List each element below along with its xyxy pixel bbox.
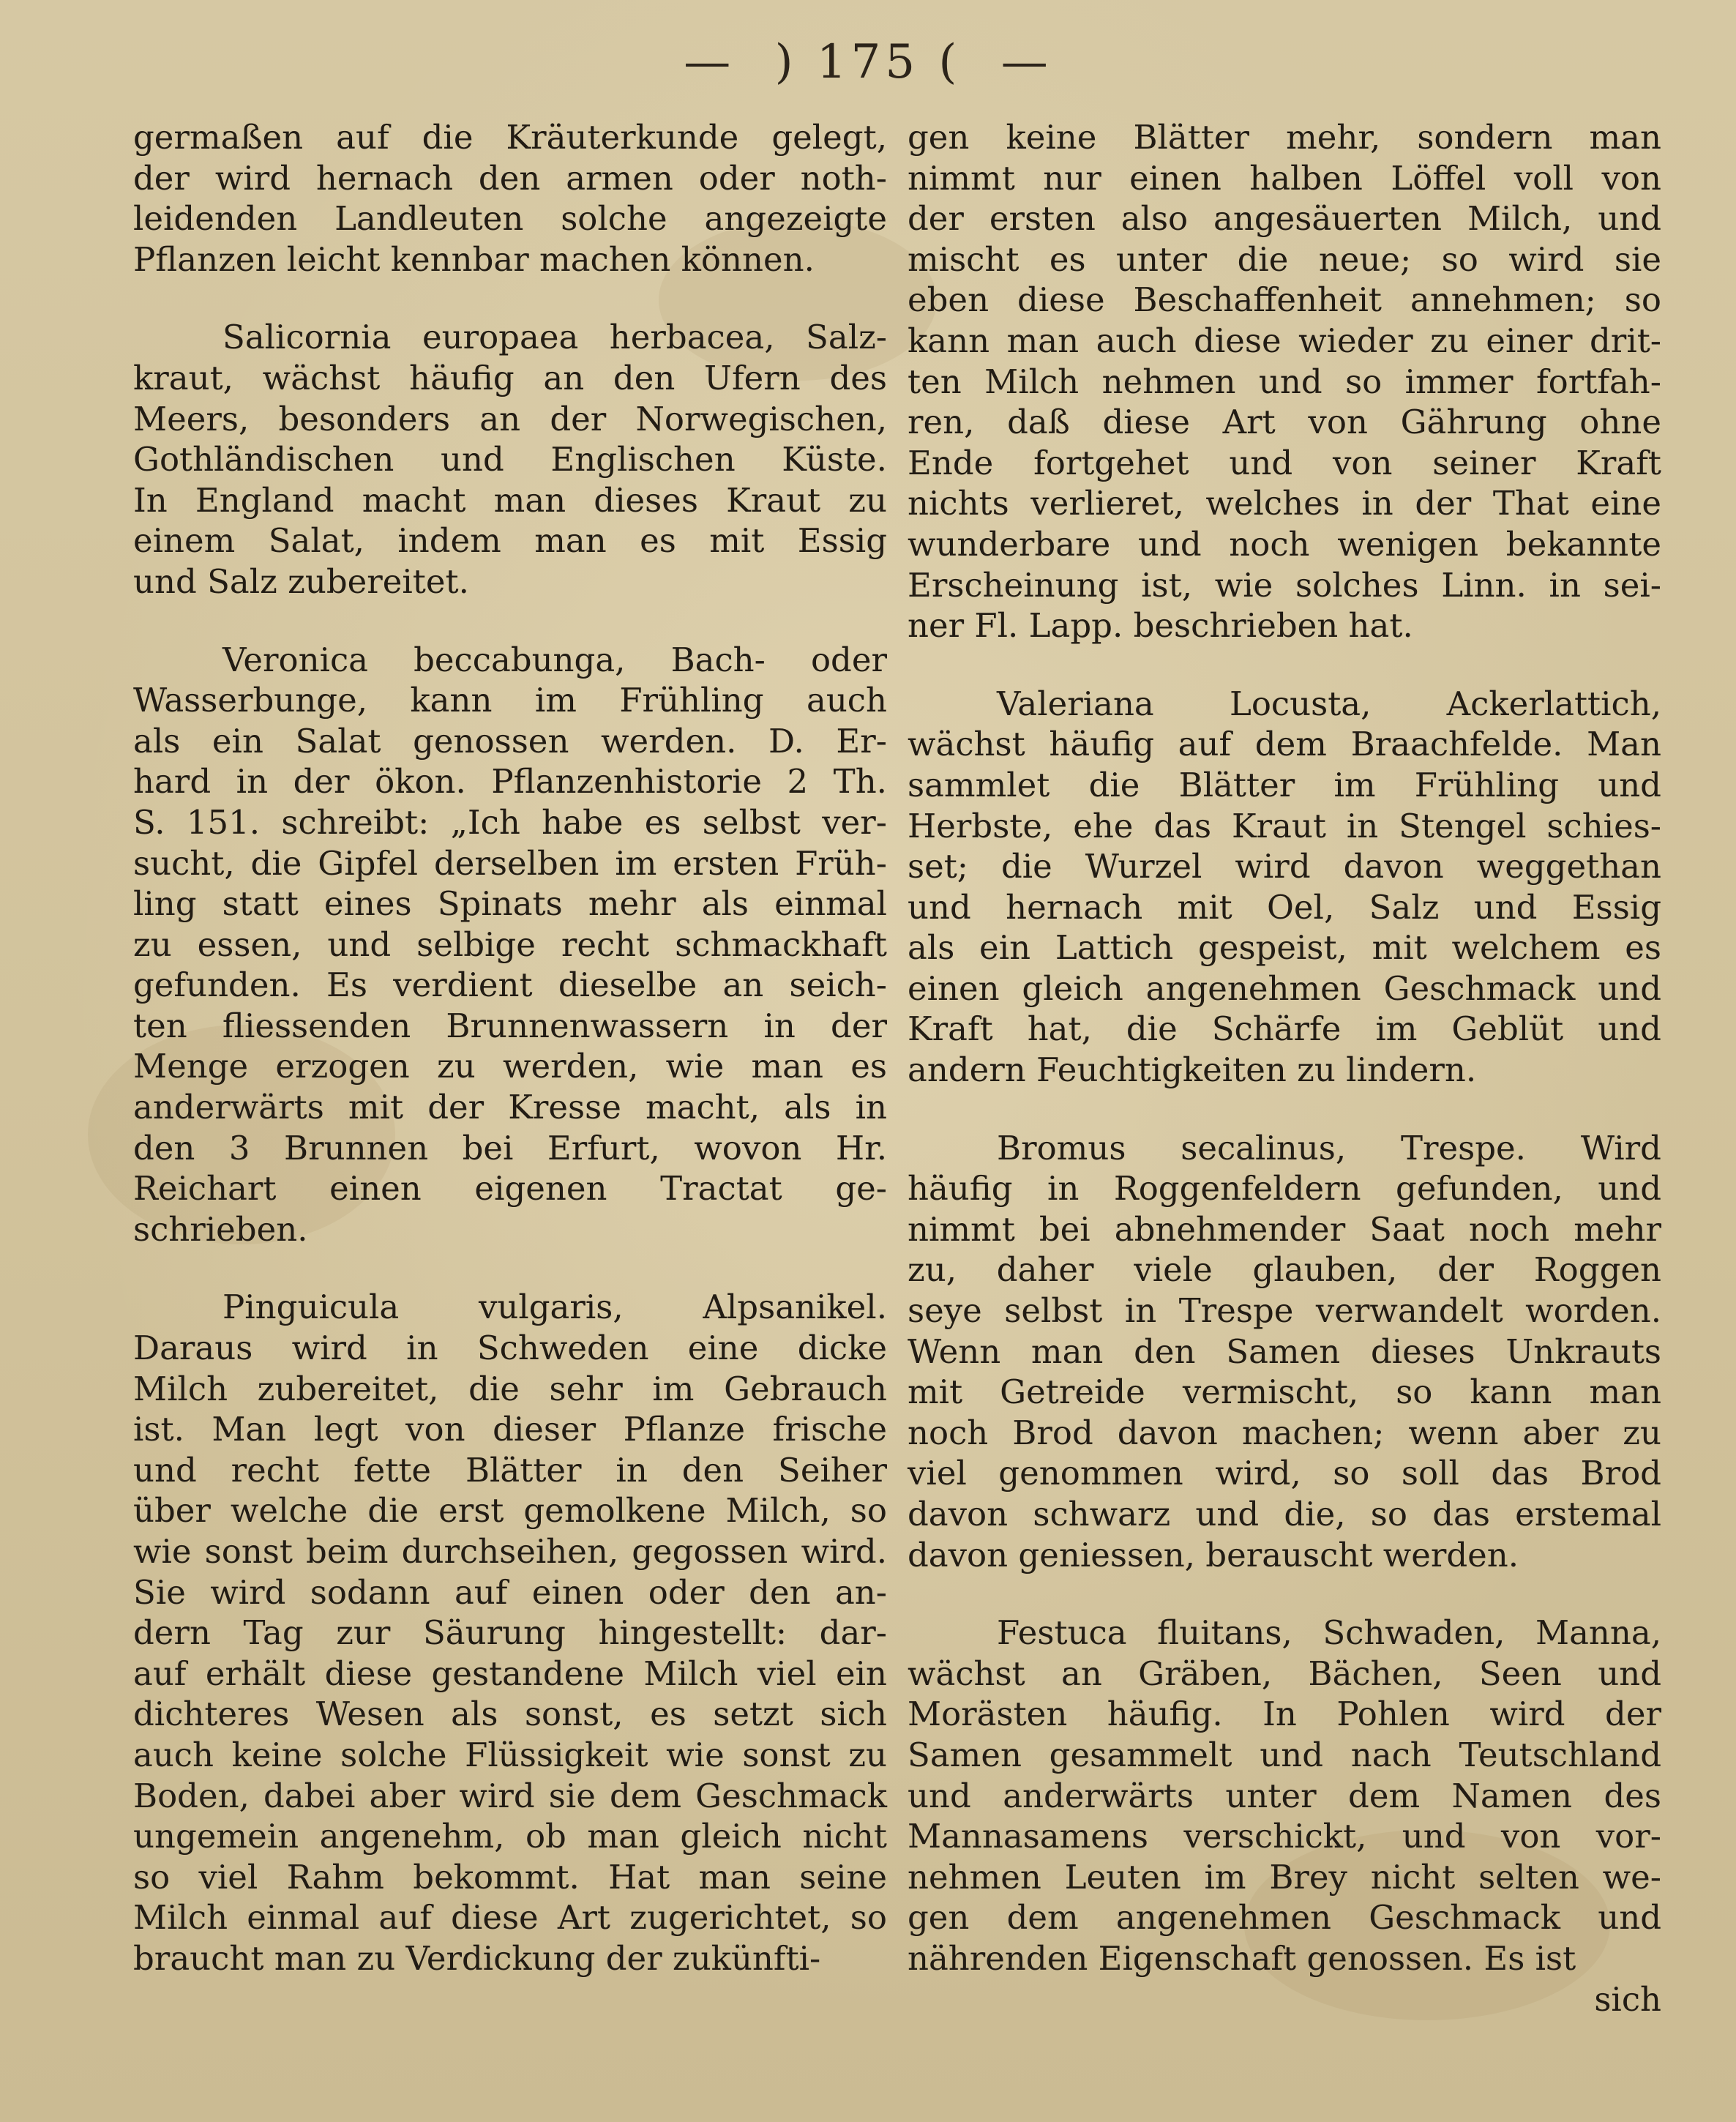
text-line: und Salz zubereitet.	[133, 561, 469, 601]
text-line: wächst häufig auf dem Braachfelde. Man	[908, 725, 1661, 764]
text-line: der wird hernach den armen oder noth-	[133, 158, 887, 198]
text-line: S. 151. schreibt: „Ich habe es selbst ver-	[133, 802, 887, 842]
text-line: den 3 Brunnen bei Erfurt, wovon Hr.	[133, 1128, 887, 1168]
paragraph	[908, 1128, 1661, 1576]
text-line: kann man auch diese wieder zu einer drit-	[908, 321, 1661, 360]
text-line: davon schwarz und die, so das erstemal	[908, 1495, 1661, 1533]
text-line: hard in der ökon. Pflanzenhistorie 2 Th.	[133, 762, 887, 802]
text-line: ren, daß diese Art von Gährung ohne	[908, 403, 1661, 442]
text-line: Boden, dabei aber wird sie dem Geschmack	[133, 1776, 887, 1815]
paragraph	[908, 117, 1661, 646]
page-header	[0, 35, 1736, 101]
text-line: zu essen, und selbige recht schmackhaft	[133, 924, 887, 964]
text-line: wunderbare und noch wenigen bekannte	[908, 524, 1661, 564]
text-line: Reichart einen eigenen Tractat ge-	[133, 1169, 887, 1208]
text-line: nimmt bei abnehmender Saat noch mehr	[908, 1209, 1661, 1249]
text-line: wächst an Gräben, Bächen, Seen und	[908, 1654, 1661, 1693]
text-line: seye selbst in Trespe verwandelt worden.	[908, 1291, 1661, 1331]
text-line: viel genommen wird, so soll das Brod	[908, 1454, 1661, 1493]
text-line: andern Feuchtigkeiten zu lindern.	[908, 1050, 1477, 1090]
text-line: Sie wird sodann auf einen oder den an-	[133, 1572, 887, 1612]
text-line: auch keine solche Flüssigkeit wie sonst zu	[133, 1735, 887, 1774]
text-line: sammlet die Blätter im Frühling und	[908, 765, 1661, 804]
paragraph-gap	[133, 602, 887, 640]
text-line: Wenn man den Samen dieses Unkrauts	[908, 1331, 1661, 1371]
text-line: auf erhält diese gestandene Milch viel ein	[133, 1654, 887, 1693]
text-line: zu, daher viele glauben, der Roggen	[908, 1250, 1661, 1290]
text-line: nichts verlieret, welches in der That eine	[908, 484, 1661, 523]
text-line: Milch zubereitet, die sehr im Gebrauch	[133, 1369, 887, 1408]
text-line: In England macht man dieses Kraut zu	[133, 480, 887, 520]
text-line: davon geniessen, berauscht werden.	[908, 1535, 1519, 1574]
text-line: ten fliessenden Brunnenwassern in der	[133, 1006, 887, 1045]
text-line: wie sonst beim durchseihen, gegossen wird.	[133, 1532, 887, 1571]
header-dash-right: —	[1000, 35, 1052, 89]
text-line: mischt es unter die neue; so wird sie	[908, 239, 1661, 279]
text-line: einen gleich angenehmen Geschmack und	[908, 968, 1661, 1008]
text-line: Salicornia europaea herbacea, Salz-	[222, 318, 887, 357]
text-line: dichteres Wesen als sonst, es setzt sich	[133, 1695, 887, 1734]
text-line: gefunden. Es verdient dieselbe an seich-	[133, 965, 887, 1005]
header-dash-left: —	[684, 35, 736, 89]
text-line: Erscheinung ist, wie solches Linn. in sei-	[908, 565, 1661, 605]
text-line: kraut, wächst häufig an den Ufern des	[133, 358, 887, 397]
paragraph-gap	[908, 1091, 1661, 1128]
text-line: Menge erzogen zu werden, wie man es	[133, 1047, 887, 1086]
text-line: und hernach mit Oel, Salz und Essig	[908, 887, 1661, 927]
text-line: ungemein angenehm, ob man gleich nicht	[133, 1817, 887, 1856]
text-line: Morästen häufig. In Pohlen wird der	[908, 1695, 1661, 1734]
text-line: nimmt nur einen halben Löffel voll von	[908, 158, 1661, 198]
paragraph	[908, 1613, 1661, 1979]
text-line: der ersten also angesäuerten Milch, und	[908, 199, 1661, 239]
text-line: Kraft hat, die Schärfe im Geblüt und	[908, 1009, 1661, 1049]
text-line: set; die Wurzel wird davon weggethan	[908, 847, 1661, 886]
text-line: Festuca fluitans, Schwaden, Manna,	[997, 1613, 1661, 1653]
catchword: sich	[1594, 1979, 1661, 2019]
text-line: als ein Lattich gespeist, mit welchem es	[908, 928, 1661, 968]
text-line: sucht, die Gipfel derselben im ersten Früh-	[133, 843, 887, 883]
text-line: germaßen auf die Kräuterkunde gelegt,	[133, 118, 887, 157]
text-line: Ende fortgehet und von seiner Kraft	[908, 443, 1661, 482]
text-line: braucht man zu Verdickung der zukünfti-	[133, 1938, 821, 1978]
text-line: Herbste, ehe das Kraut in Stengel schies-	[908, 806, 1661, 845]
text-line: Daraus wird in Schweden eine dicke	[133, 1329, 887, 1368]
paragraph-gap	[133, 1249, 887, 1287]
text-line: Bromus secalinus, Trespe. Wird	[997, 1128, 1661, 1168]
text-line: ist. Man legt von dieser Pflanze frische	[133, 1410, 887, 1449]
text-line: gen dem angenehmen Geschmack und	[908, 1898, 1661, 1938]
paragraph-gap	[133, 280, 887, 317]
right-column	[908, 117, 1661, 2020]
page-number: ) 175 (	[774, 35, 962, 89]
text-line: so viel Rahm bekommt. Hat man seine	[133, 1857, 887, 1897]
paragraph	[133, 1287, 887, 1979]
text-line: Valeriana Locusta, Ackerlattich,	[997, 684, 1661, 723]
text-line: als ein Salat genossen werden. D. Er-	[133, 721, 887, 761]
text-line: schrieben.	[133, 1209, 308, 1249]
paragraph	[133, 640, 887, 1250]
text-line: eben diese Beschaffenheit annehmen; so	[908, 280, 1661, 320]
text-line: nehmen Leuten im Brey nicht selten we-	[908, 1857, 1661, 1897]
text-line: einem Salat, indem man es mit Essig	[133, 521, 887, 561]
left-column	[133, 117, 887, 1979]
text-line: gen keine Blätter mehr, sondern man	[908, 118, 1661, 157]
text-line: Pinguicula vulgaris, Alpsanikel.	[222, 1288, 887, 1327]
text-line: Samen gesammelt und nach Teutschland	[908, 1735, 1661, 1774]
text-line: mit Getreide vermischt, so kann man	[908, 1372, 1661, 1412]
text-line: ling statt eines Spinats mehr als einmal	[133, 884, 887, 924]
text-line: Gothländischen und Englischen Küste.	[133, 440, 887, 479]
paragraph	[133, 117, 887, 280]
text-line: nährenden Eigenschaft genossen. Es ist	[908, 1938, 1576, 1978]
text-line: Veronica beccabunga, Bach- oder	[222, 640, 887, 679]
text-line: Mannasamens verschickt, und von vor-	[908, 1817, 1661, 1856]
text-line: anderwärts mit der Kresse macht, als in	[133, 1088, 887, 1127]
text-line: ten Milch nehmen und so immer fortfah-	[908, 362, 1661, 401]
text-line: ner Fl. Lapp. beschrieben hat.	[908, 606, 1413, 646]
text-line: leidenden Landleuten solche angezeigte	[133, 199, 887, 239]
paragraph-gap	[908, 646, 1661, 684]
text-line: häufig in Roggenfeldern gefunden, und	[908, 1169, 1661, 1208]
text-line: und anderwärts unter dem Namen des	[908, 1776, 1661, 1815]
paragraph	[908, 684, 1661, 1091]
text-line: dern Tag zur Säurung hingestellt: dar-	[133, 1613, 887, 1653]
text-line: über welche die erst gemolkene Milch, so	[133, 1491, 887, 1531]
text-line: Meers, besonders an der Norwegischen,	[133, 399, 887, 438]
text-line: noch Brod davon machen; wenn aber zu	[908, 1413, 1661, 1452]
text-line: Wasserbunge, kann im Frühling auch	[133, 681, 887, 720]
paragraph	[133, 317, 887, 602]
text-line: und recht fette Blätter in den Seiher	[133, 1450, 887, 1490]
text-line: Pflanzen leicht kennbar machen können.	[133, 239, 815, 279]
paragraph-gap	[908, 1575, 1661, 1613]
text-line: Milch einmal auf diese Art zugerichtet, so	[133, 1898, 887, 1938]
